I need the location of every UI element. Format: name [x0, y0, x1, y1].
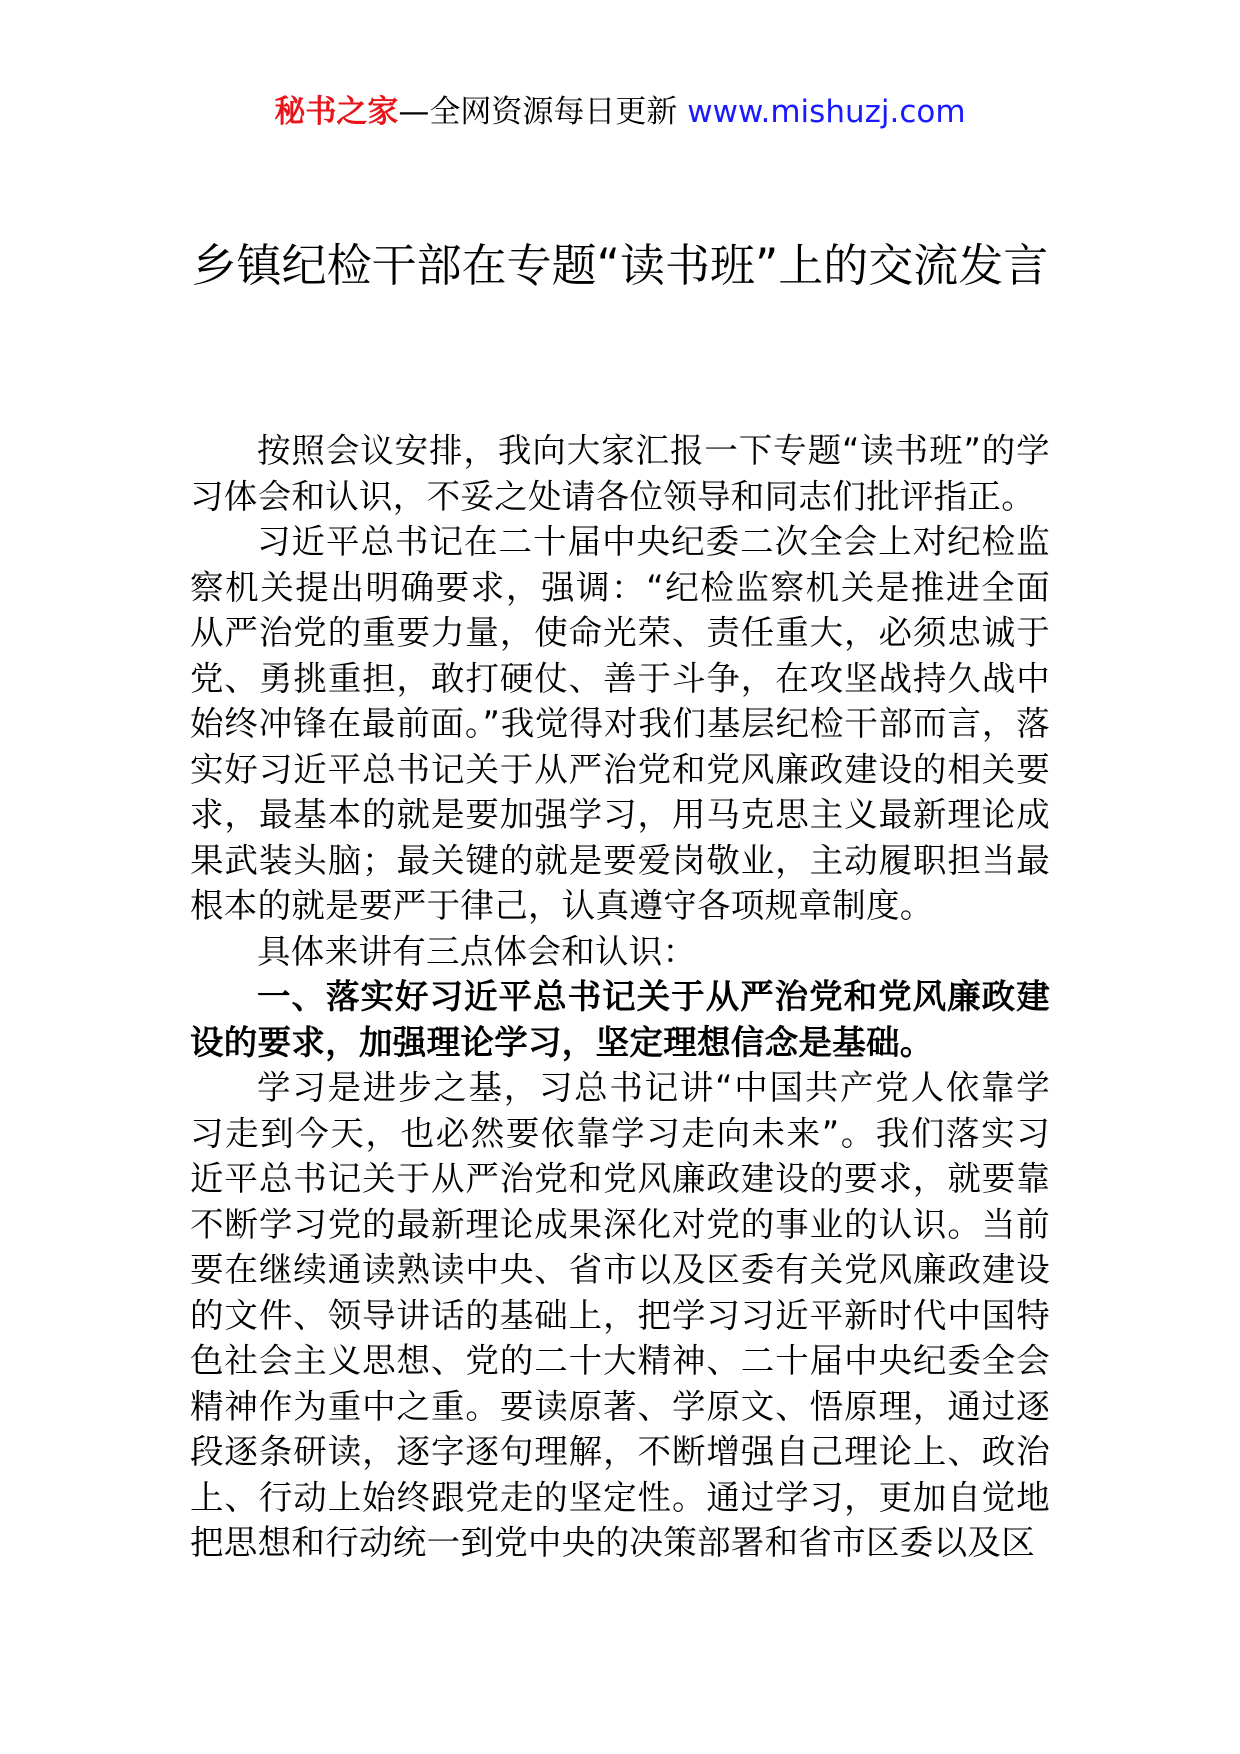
site-brand: 秘书之家: [274, 94, 399, 130]
paragraph-requirements: 习近平总书记在二十届中央纪委二次全会上对纪检监察机关提出明确要求，强调：“纪检监察机关是推进全面从严治党的重要力量，使命光荣、责任重大，必须忠诚于党、勇挑重担，敢打硬仗、善于斗争，在攻坚战持久战中始终冲锋在最前面。”我觉得对我们基层纪检干部而言，落实好习近平总书记关于从严治党和党风廉政建设的相关要求，最基本的就是要加强学习，用马克思主义最新理论成果武装头脑；最关键的就是要爱岗敬业，主动履职担当最根本的就是要严于律己，认真遵守各项规章制度。: [190, 522, 1050, 925]
site-tagline: —全网资源每日更新: [398, 94, 688, 130]
paragraph-intro: 按照会议安排，我向大家汇报一下专题“读书班”的学习体会和认识，不妥之处请各位领导和同志们批评指正。: [190, 431, 1050, 516]
section-heading-one: 一、落实好习近平总书记关于从严治党和党风廉政建设的要求，加强理论学习，坚定理想信念是基础。: [190, 977, 1050, 1062]
document-title: 乡镇纪检干部在专题“读书班”上的交流发言: [191, 239, 1049, 292]
site-header: [0, 92, 1240, 132]
paragraph-study: 学习是进步之基，习总书记讲“中国共产党人依靠学习走到今天，也必然要依靠学习走向未来”。我们落实习近平总书记关于从严治党和党风廉政建设的要求，就要靠不断学习党的最新理论成果深化对党的事业的认识。当前要在继续通读熟读中央、省市以及区委有关党风廉政建设的文件、领导讲话的基础上，把学习习近平新时代中国特色社会主义思想、党的二十大精神、二十届中央纪委全会精神作为重中之重。要读原著、学原文、悟原理，通过逐段逐条研读，逐字逐句理解，不断增强自己理论上、政治上、行动上始终跟党走的坚定性。通过学习，更加自觉地把思想和行动统一到党中央的决策部署和省市区委以及区: [190, 1068, 1050, 1562]
document-body: [190, 428, 1050, 1566]
paragraph-summary: 具体来讲有三点体会和认识：: [257, 931, 697, 971]
site-url-link[interactable]: www.mishuzj.com: [687, 94, 966, 130]
